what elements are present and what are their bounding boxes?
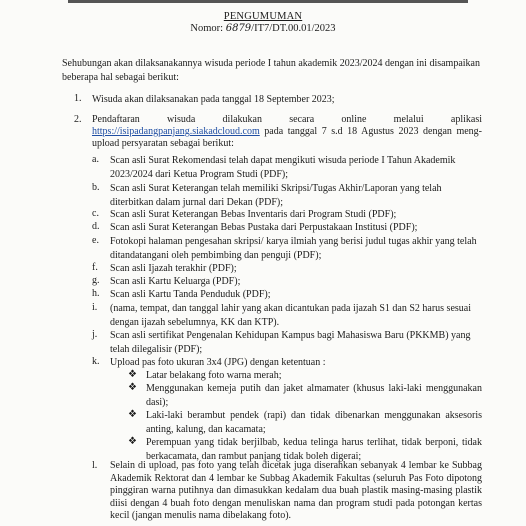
- bullet-text: Latar belakang foto warna merah;: [146, 370, 282, 381]
- registration-link[interactable]: https://isipadangpanjang.siakadcloud.com: [92, 126, 260, 137]
- subitem-letter: c.: [92, 208, 99, 219]
- subitem-letter: k.: [92, 356, 100, 367]
- subitem-text: Scan asli Surat Rekomendasi telah dapat mengikuti wisuda periode I Tahun Akademik 2023/2024 dari Ketua Program Studi (PDF);: [110, 155, 456, 180]
- diamond-bullet-icon: ❖: [128, 369, 137, 380]
- diamond-bullet-icon: ❖: [128, 436, 137, 447]
- bullet-text: Perempuan yang tidak berjilbab, kedua telinga harus terlihat, tidak berponi, tidak berkacamata, dan rambut panjang tidak boleh digerai;: [146, 437, 482, 462]
- item-2-text: [92, 114, 482, 150]
- intro-paragraph: Sehubungan akan dilaksanakannya wisuda periode I tahun akademik 2023/2024 dengan ini disampaikan beberapa hal sebagai berikut:: [62, 58, 480, 83]
- nomor-handwritten: 6879: [225, 23, 252, 34]
- item-2-text-a: Pendaftaran wisuda dilakukan secara online melalui aplikasi: [92, 114, 482, 125]
- top-rule: [68, 0, 468, 3]
- document-number: [0, 23, 526, 34]
- subitem-letter: f.: [92, 262, 98, 273]
- subitem-text: (nama, tempat, dan tanggal lahir yang akan dicantukan pada ijazah S1 dan S2 harus sesuai dengan ijazah sebelumnya, KK dan KTP).: [110, 303, 471, 328]
- diamond-bullet-icon: ❖: [128, 382, 137, 393]
- subitem-letter: l.: [92, 460, 98, 471]
- subitem-letter: j.: [92, 329, 98, 340]
- bullet-text: Laki-laki berambut pendek (rapi) dan tidak dibenarkan menggunakan aksesoris anting, kalung, dan kacamata;: [146, 410, 482, 435]
- diamond-bullet-icon: ❖: [128, 409, 137, 420]
- subitem-text: Scan asli Surat Keterangan telah memiliki Skripsi/Tugas Akhir/Laporan yang telah diterbitkan dalam jurnal dari Dekan (PDF);: [110, 183, 442, 208]
- subitem-letter: b.: [92, 182, 100, 193]
- nomor-label: Nomor:: [190, 23, 224, 34]
- bullet-text: Menggunakan kemeja putih dan jaket almamater (khusus laki-laki menggunakan dasi);: [146, 383, 482, 408]
- item-2-number: 2.: [74, 114, 82, 125]
- subitem-letter: e.: [92, 235, 99, 246]
- subitem-text: Scan asli sertifikat Pengenalan Kehidupan Kampus bagi Mahasiswa Baru (PKKMB) yang telah dilegalisir (PDF);: [110, 330, 471, 355]
- item-1-text: Wisuda akan dilaksanakan pada tanggal 18 September 2023;: [92, 94, 335, 105]
- item-2-text-b: pada tanggal 7 s.d 18 Agustus 2023 dengan meng-upload persyaratan sebagai berikut:: [92, 126, 483, 149]
- subitem-text: Scan asli Surat Keterangan Bebas Pustaka dari Perpustakaan Institusi (PDF);: [110, 222, 418, 233]
- subitem-text: Scan asli Kartu Tanda Penduduk (PDF);: [110, 289, 271, 300]
- subitem-text: Upload pas foto ukuran 3x4 (JPG) dengan ketentuan :: [110, 357, 326, 368]
- subitem-letter: i.: [92, 302, 98, 313]
- subitem-text: Fotokopi halaman pengesahan skripsi/ karya ilmiah yang berisi judul tugas akhir yang telah ditandatangani oleh pembimbing dan penguji (PDF);: [110, 236, 477, 261]
- subitem-letter: h.: [92, 288, 100, 299]
- subitem-letter: a.: [92, 154, 99, 165]
- subitem-letter: d.: [92, 221, 100, 232]
- subitem-text: Scan asli Ijazah terakhir (PDF);: [110, 263, 237, 274]
- nomor-rest: /IT7/DT.00.01/2023: [251, 23, 336, 34]
- subitem-letter: g.: [92, 275, 100, 286]
- subitem-text: Selain di upload, pas foto yang telah dicetak juga diserahkan sebanyak 4 lembar ke Subbag Akademik Rektorat dan 4 lembar ke Subbag Akademik Fakultas (seluruh Pas Foto dipotong pinggiran warna putihnya dan dimasukkan kedalam dua buah plastik masing-masing plastik diisi dengan 4 buah foto dengan menuliskan nama dan program studi pada potongan kertas kecil (jangan menulis nama dibelakang foto).: [110, 460, 482, 521]
- subitem-text: Scan asli Surat Keterangan Bebas Inventaris dari Program Studi (PDF);: [110, 209, 397, 220]
- item-1-number: 1.: [74, 93, 82, 104]
- document-title: PENGUMUMAN: [223, 11, 303, 22]
- subitem-text: Scan asli Kartu Keluarga (PDF);: [110, 276, 241, 287]
